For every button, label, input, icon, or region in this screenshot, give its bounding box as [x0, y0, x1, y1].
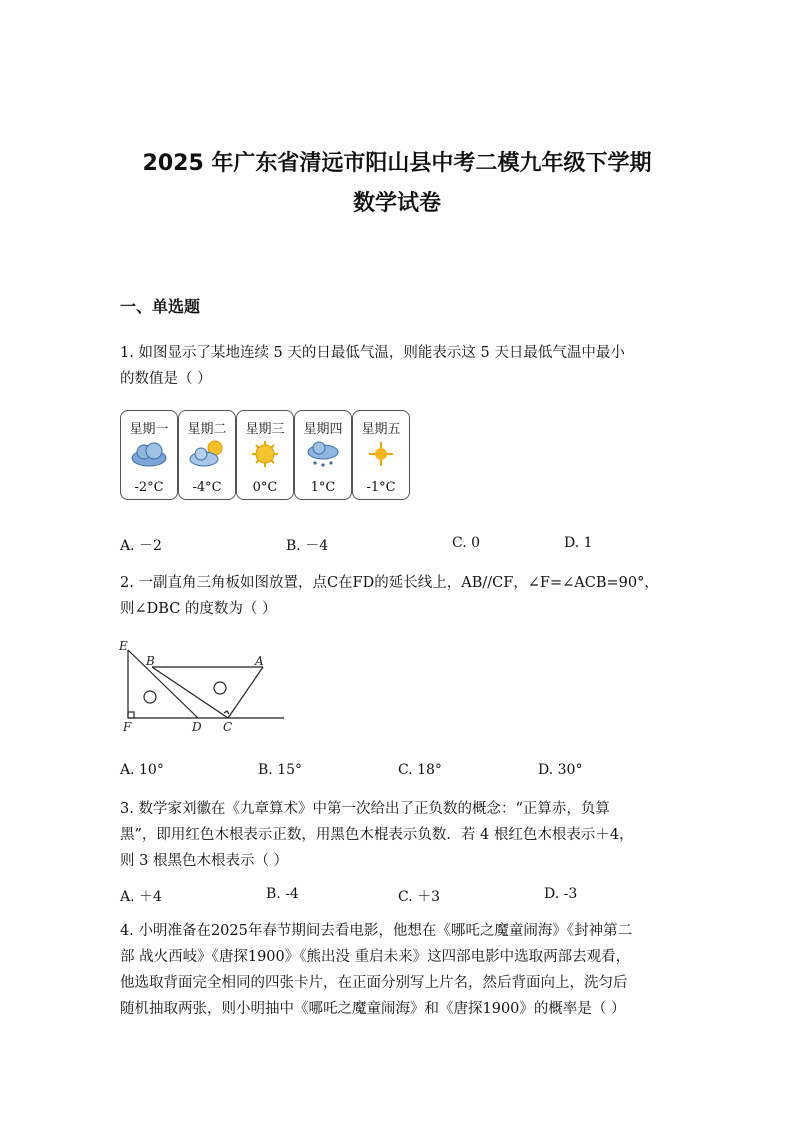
weather-card: [236, 410, 294, 500]
card-day: 星期四: [303, 422, 343, 437]
question-3: [120, 796, 680, 874]
question-1-line-2: 的数值是（ ）: [120, 371, 212, 387]
option-b[interactable]: B. 15°: [258, 762, 303, 778]
title-line-2: 数学试卷: [352, 191, 441, 216]
question-3-line-3: 则 3 根黑色木根表示（ ）: [120, 853, 289, 869]
question-1-line-1: 1. 如图显示了某地连续 5 天的日最低气温，则能表示这 5 天日最低气温中最小: [120, 345, 625, 361]
weather-card: [120, 410, 178, 500]
question-4-line-3: 他选取背面完全相同的四张卡片，在正面分别写上片名，然后背面向上，洗匀后: [120, 975, 628, 991]
card-temp: 0°C: [252, 480, 278, 495]
label-a: A: [255, 654, 264, 668]
sun-cloud-icon: [187, 439, 227, 469]
card-temp: -4°C: [192, 480, 222, 495]
card-temp: -1°C: [366, 480, 396, 495]
question-4-line-2: 部 战火西岐》《唐探1900》《熊出没 重启未来》这四部电影中选取两部去观看，: [120, 949, 631, 965]
option-a[interactable]: A. 10°: [120, 762, 164, 778]
label-d: D: [192, 720, 202, 734]
weather-cards: [120, 410, 412, 500]
sun-small-icon: [361, 439, 401, 469]
question-4: [120, 918, 680, 1022]
option-d[interactable]: D. 30°: [538, 762, 583, 778]
option-a[interactable]: A. ＋4: [120, 889, 162, 905]
section-heading: 一、单选题: [120, 297, 201, 316]
card-day: 星期三: [245, 422, 285, 437]
question-2-line-2: 则∠DBC 的度数为（ ）: [120, 601, 277, 617]
triangle-figure: [116, 640, 291, 736]
option-a[interactable]: A. －2: [120, 538, 162, 554]
option-c[interactable]: C. ＋3: [398, 889, 441, 905]
question-4-line-4: 随机抽取两张，则小明抽中《哪吒之魔童闹海》和《唐探1900》的概率是（ ）: [120, 1001, 626, 1017]
weather-card: [294, 410, 352, 500]
card-day: 星期五: [361, 422, 401, 437]
card-temp: -2°C: [134, 480, 164, 495]
weather-card: [352, 410, 410, 500]
label-b: B: [146, 654, 155, 668]
question-1: [120, 340, 680, 392]
card-temp: 1°C: [310, 480, 336, 495]
option-c[interactable]: C. 18°: [398, 762, 442, 778]
cloud-icon: [129, 439, 169, 469]
snow-cloud-icon: [303, 439, 343, 469]
question-2-line-1: 2. 一副直角三角板如图放置，点C在FD的延长线上，AB//CF，∠F=∠ACB=90°，: [120, 575, 659, 591]
option-d[interactable]: D. -3: [544, 886, 578, 902]
option-c[interactable]: C. 0: [452, 535, 481, 551]
label-f: F: [123, 720, 132, 734]
option-b[interactable]: B. -4: [266, 886, 299, 902]
title-line-1: 2025 年广东省清远市阳山县中考二模九年级下学期: [142, 151, 652, 176]
question-3-line-2: 黑”，即用红色木根表示正数，用黑色木棍表示负数．若 4 根红色木根表示＋4，: [120, 827, 634, 843]
label-e: E: [119, 640, 128, 653]
weather-card: [178, 410, 236, 500]
question-3-line-1: 3. 数学家刘徽在《九章算术》中第一次给出了正负数的概念：“正算赤，负算: [120, 801, 610, 817]
option-d[interactable]: D. 1: [564, 535, 593, 551]
card-day: 星期一: [129, 422, 169, 437]
question-2: [120, 570, 680, 622]
sun-icon: [245, 439, 285, 469]
question-4-line-1: 4. 小明准备在2025年春节期间去看电影，他想在《哪吒之魔童闹海》《封神第二: [120, 923, 633, 939]
card-day: 星期二: [187, 422, 227, 437]
option-b[interactable]: B. －4: [286, 538, 329, 554]
label-c: C: [223, 720, 233, 734]
